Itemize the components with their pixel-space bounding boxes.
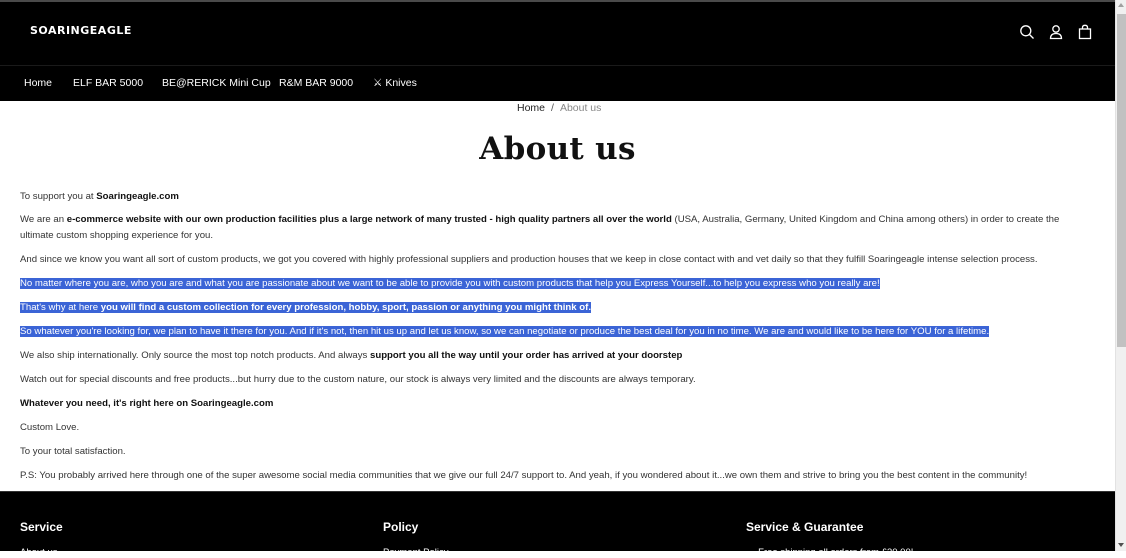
paragraph-satisfaction: To your total satisfaction. <box>20 446 126 457</box>
nav-item-home[interactable]: Home <box>24 77 53 89</box>
search-icon[interactable] <box>1019 24 1035 40</box>
nav-item-bererick-mini-cup[interactable]: BE@RERICK Mini Cup <box>162 77 271 89</box>
paragraph-whatever-looking-for: So whatever you're looking for, we plan to have it there for you. And if it's not, then hit us up and let us know, so we can negotiate or produce the best deal for you in no time. We are and would like to be here for YOU for a lifetime. <box>20 326 990 337</box>
crossed-knives-icon: ⚔ <box>373 77 383 89</box>
site-footer <box>0 491 1115 558</box>
footer-title-service-guarantee: Service & Guarantee <box>746 520 864 534</box>
scrollbar-thumb[interactable] <box>1117 14 1126 347</box>
paragraph-ps: P.S: You probably arrived here through one of the super awesome social media communities that we give our full 24/7 support to. And yeah, if you wondered about it...we own them and strive to bring you the best content in the community! <box>20 470 1028 481</box>
nav-item-knives[interactable] <box>373 77 417 89</box>
footer-guarantee-free-shipping: → Free shipping all orders from £30.00! <box>746 547 914 558</box>
scroll-down-arrow-icon[interactable] <box>1118 543 1124 547</box>
footer-link-about-us[interactable]: About us <box>20 547 58 558</box>
breadcrumb <box>517 102 601 114</box>
paragraph-express-yourself: No matter where you are, who you are and what you are passionate about we want to be able to provide you with custom products that help you Express Yourself...to help you express who you really are! <box>20 278 880 289</box>
footer-link-payment-policy[interactable]: Payment Policy <box>383 547 449 558</box>
paragraph-suppliers: And since we know you want all sort of custom products, we got you covered with highly professional suppliers and production houses that we keep in close contact with and vet daily so that they fulfill Soaringeagle intense selection process. <box>20 254 1038 265</box>
site-header <box>0 2 1115 65</box>
vertical-scrollbar[interactable] <box>1115 0 1126 551</box>
cart-bag-icon[interactable] <box>1077 24 1093 40</box>
paragraph-support: To support you at Soaringeagle.com <box>20 191 179 202</box>
nav-item-knives-label: Knives <box>385 77 417 89</box>
footer-title-policy: Policy <box>383 520 419 534</box>
breadcrumb-current: About us <box>559 102 602 114</box>
paragraph-shipping: We also ship internationally. Only source the most top notch products. And always support you all the way until your order has arrived at your doorstep <box>20 350 683 361</box>
page-title: About us <box>479 131 636 167</box>
breadcrumb-separator: / <box>551 102 554 114</box>
nav-item-elf-bar-5000[interactable]: ELF BAR 5000 <box>73 77 144 89</box>
arrow-right-icon: → <box>746 547 759 558</box>
paragraph-intro: We are an e-commerce website with our own production facilities plus a large network of many trusted - high quality partners all over the world (USA, Australia, Germany, United Kingdom and China among others) in order to create the ultimate custom shopping experience for you. <box>20 214 1060 241</box>
paragraph-whatever-you-need: Whatever you need, it's right here on Soaringeagle.com <box>20 398 274 409</box>
scroll-up-arrow-icon[interactable] <box>1118 3 1124 7</box>
site-logo[interactable]: SOARINGEAGLE <box>30 24 132 37</box>
paragraph-custom-love: Custom Love. <box>20 422 80 433</box>
main-nav <box>0 65 1115 101</box>
footer-title-service: Service <box>20 520 63 534</box>
paragraph-discounts: Watch out for special discounts and free products...but hurry due to the custom nature, our stock is always very limited and the discounts are always temporary. <box>20 374 696 385</box>
account-icon[interactable] <box>1048 24 1064 40</box>
nav-item-rm-bar-9000[interactable]: R&M BAR 9000 <box>279 77 354 89</box>
paragraph-collection: That's why at here you will find a custom collection for every profession, hobby, sport, passion or anything you might think of. <box>20 302 591 313</box>
header-actions <box>1019 24 1093 40</box>
breadcrumb-home[interactable]: Home <box>517 102 546 114</box>
